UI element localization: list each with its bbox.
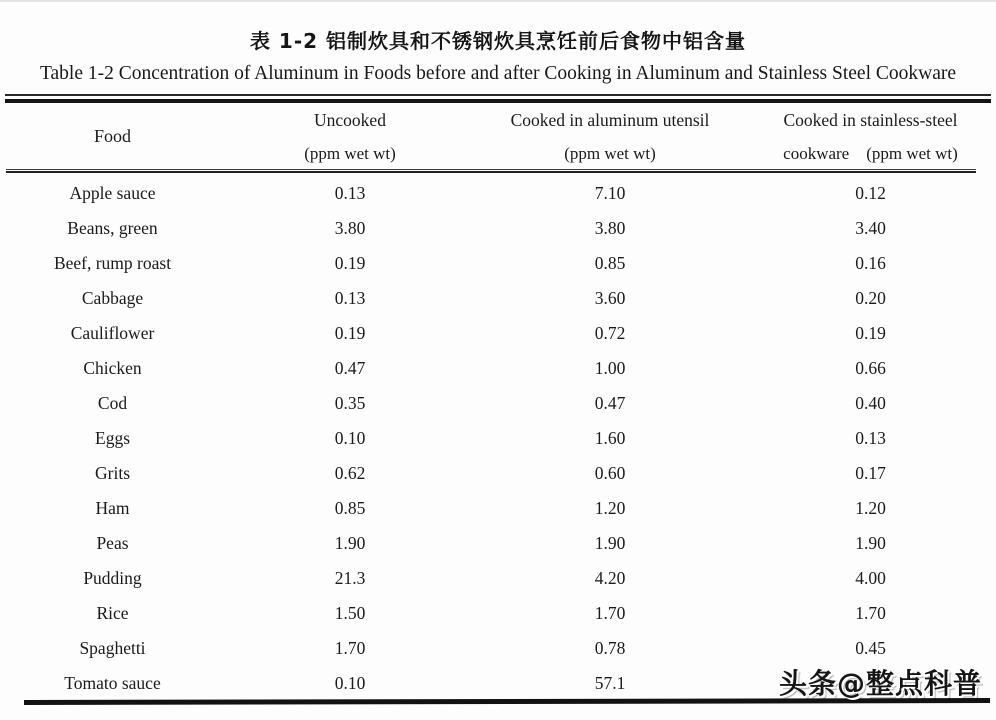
table-body	[0, 176, 996, 701]
table-row	[0, 351, 996, 386]
uncooked-value-cell: 1.70	[334, 638, 366, 658]
column-header-stainless	[745, 103, 996, 169]
uncooked-value-cell: 0.10	[334, 673, 366, 693]
food-name-cell: Eggs	[95, 428, 130, 448]
column-header-stainless-line2: cookware (ppm wet wt)	[783, 144, 958, 163]
uncooked-value-cell: 3.80	[334, 218, 366, 238]
aluminum-value-cell: 7.10	[594, 183, 626, 203]
aluminum-value-cell: 3.80	[594, 218, 626, 238]
aluminum-value-cell: 1.90	[594, 533, 626, 553]
food-name-cell: Peas	[96, 533, 129, 553]
food-name-cell: Rice	[96, 603, 129, 623]
column-header-aluminum	[475, 103, 745, 169]
aluminum-value-cell: 4.20	[594, 568, 626, 588]
food-name-cell: Beef, rump roast	[53, 253, 172, 273]
stainless-value-cell: 0.19	[855, 323, 886, 343]
uncooked-value-cell: 0.13	[334, 183, 366, 203]
scan-edge-artifact	[0, 0, 996, 2]
watermark-text: 头条@整点科普	[778, 667, 982, 700]
table-row	[0, 456, 996, 491]
column-header-aluminum-line2: (ppm wet wt)	[564, 144, 656, 163]
table-row	[0, 316, 996, 351]
aluminum-value-cell: 0.85	[594, 253, 626, 273]
stainless-value-cell: 0.66	[855, 358, 886, 378]
uncooked-value-cell: 0.62	[334, 463, 366, 483]
uncooked-value-cell: 0.19	[334, 253, 366, 273]
aluminum-value-cell: 0.47	[594, 393, 626, 413]
aluminum-value-cell: 0.72	[594, 323, 626, 343]
column-header-uncooked	[225, 103, 475, 169]
uncooked-value-cell: 0.13	[334, 288, 366, 308]
uncooked-value-cell: 0.85	[334, 498, 366, 518]
food-name-cell: Ham	[95, 498, 130, 518]
aluminum-value-cell: 1.70	[594, 603, 626, 623]
table-row	[0, 526, 996, 561]
column-header-uncooked-line2: (ppm wet wt)	[304, 144, 396, 163]
aluminum-value-cell: 1.60	[594, 428, 626, 448]
caption-double-rule	[5, 94, 991, 103]
food-name-cell: Pudding	[83, 568, 142, 588]
uncooked-value-cell: 1.90	[334, 533, 366, 553]
column-header-food	[0, 103, 225, 169]
table-header-row	[0, 103, 996, 169]
table-row	[0, 421, 996, 456]
table-row	[0, 281, 996, 316]
stainless-value-cell: 0.17	[855, 463, 886, 483]
column-header-aluminum-line1: Cooked in aluminum utensil	[510, 110, 710, 130]
food-name-cell: Chicken	[83, 358, 142, 378]
header-divider-rule	[6, 169, 976, 173]
table-row	[0, 386, 996, 421]
stainless-value-cell: 4.00	[855, 568, 886, 588]
aluminum-value-cell: 1.20	[594, 498, 626, 518]
table-caption-english: Table 1-2 Concentration of Aluminum in Foods before and after Cooking in Aluminum and Stainless Steel Cookware	[39, 63, 957, 84]
food-name-cell: Apple sauce	[69, 183, 156, 203]
uncooked-value-cell: 21.3	[334, 568, 366, 588]
aluminum-value-cell: 0.78	[594, 638, 626, 658]
uncooked-value-cell: 0.47	[334, 358, 366, 378]
stainless-value-cell: 0.20	[855, 288, 886, 308]
table-caption-chinese: 表 1-2 铝制炊具和不锈钢炊具烹饪前后食物中铝含量	[249, 29, 747, 53]
table-row	[0, 211, 996, 246]
aluminum-value-cell: 1.00	[594, 358, 626, 378]
stainless-value-cell: 1.90	[855, 533, 886, 553]
food-name-cell: Cauliflower	[70, 323, 155, 343]
aluminum-value-cell: 3.60	[594, 288, 626, 308]
stainless-value-cell: 0.45	[855, 638, 886, 658]
food-name-cell: Tomato sauce	[64, 673, 161, 693]
table-row	[0, 491, 996, 526]
column-header-stainless-line1: Cooked in stainless-steel	[783, 110, 958, 130]
stainless-value-cell: 0.16	[855, 253, 886, 273]
column-header-food-label: Food	[93, 125, 131, 146]
uncooked-value-cell: 1.50	[334, 603, 366, 623]
stainless-value-cell: 0.12	[855, 183, 886, 203]
stainless-value-cell: 1.20	[855, 498, 886, 518]
uncooked-value-cell: 0.19	[334, 323, 366, 343]
food-name-cell: Cabbage	[81, 288, 144, 308]
table-row	[0, 246, 996, 281]
stainless-value-cell: 0.13	[855, 428, 886, 448]
food-name-cell: Cod	[97, 393, 128, 413]
table-row	[0, 596, 996, 631]
aluminum-value-cell: 57.1	[594, 673, 626, 693]
stainless-value-cell: 1.70	[855, 603, 886, 623]
uncooked-value-cell: 0.10	[334, 428, 366, 448]
aluminum-value-cell: 0.60	[594, 463, 626, 483]
table-row	[0, 176, 996, 211]
food-name-cell: Spaghetti	[79, 638, 146, 658]
food-name-cell: Grits	[95, 463, 130, 483]
food-name-cell: Beans, green	[67, 218, 158, 238]
stainless-value-cell: 0.40	[855, 393, 886, 413]
table-row	[0, 631, 996, 666]
column-header-uncooked-line1: Uncooked	[314, 110, 386, 130]
table-row	[0, 561, 996, 596]
stainless-value-cell: 3.40	[855, 218, 886, 238]
uncooked-value-cell: 0.35	[334, 393, 366, 413]
